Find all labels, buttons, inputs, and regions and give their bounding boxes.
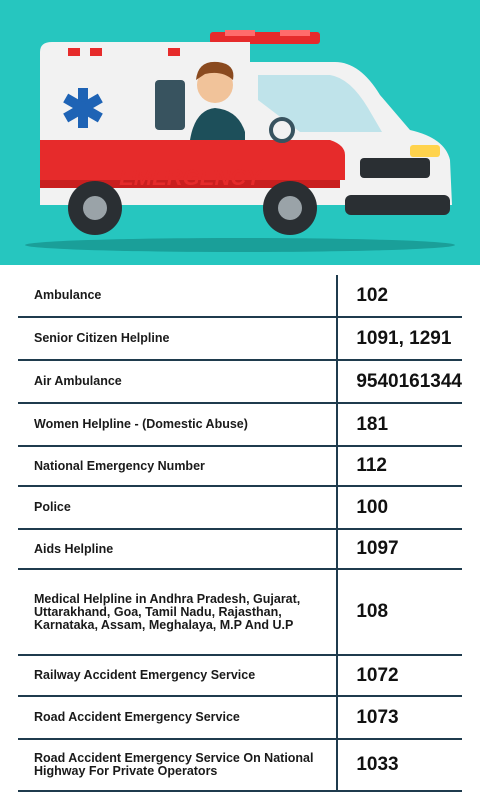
helpline-service: Ambulance: [18, 275, 337, 317]
helpline-table-container: [18, 275, 462, 795]
helpline-number: 181: [337, 403, 462, 446]
helpline-service: Women Helpline - (Domestic Abuse): [18, 403, 337, 446]
helpline-service: Road Accident Emergency Service: [18, 696, 337, 739]
helpline-service: Senior Citizen Helpline: [18, 317, 337, 360]
helpline-service: Police: [18, 486, 337, 529]
helpline-service: Air Ambulance: [18, 360, 337, 403]
helpline-row: [18, 655, 462, 696]
helpline-table-body: [18, 275, 462, 791]
helpline-number: 9540161344: [337, 360, 462, 403]
helpline-number: 1033: [337, 739, 462, 791]
helpline-service: Railway Accident Emergency Service: [18, 655, 337, 696]
helpline-table: [18, 275, 462, 792]
helpline-number: 1097: [337, 529, 462, 569]
ambulance-illustration: [0, 0, 480, 265]
helpline-number: 100: [337, 486, 462, 529]
helpline-row: [18, 739, 462, 791]
helpline-number: 102: [337, 275, 462, 317]
helpline-number: 1072: [337, 655, 462, 696]
helpline-number: 108: [337, 569, 462, 655]
helpline-number: 112: [337, 446, 462, 486]
helpline-row: [18, 275, 462, 317]
helpline-row: [18, 446, 462, 486]
helpline-row: [18, 403, 462, 446]
helpline-row: [18, 569, 462, 655]
helpline-service: Medical Helpline in Andhra Pradesh, Gujarat, Uttarakhand, Goa, Tamil Nadu, Rajasthan, Karnataka, Assam, Meghalaya, M.P And U.P: [18, 569, 337, 655]
helpline-service: Aids Helpline: [18, 529, 337, 569]
helpline-row: [18, 486, 462, 529]
ambulance-graphic: [0, 0, 480, 265]
helpline-service: Road Accident Emergency Service On National Highway For Private Operators: [18, 739, 337, 791]
helpline-number: 1073: [337, 696, 462, 739]
helpline-service: National Emergency Number: [18, 446, 337, 486]
helpline-row: [18, 360, 462, 403]
helpline-number: 1091, 1291: [337, 317, 462, 360]
helpline-row: [18, 696, 462, 739]
vehicle-label: EMERGENCY: [119, 165, 261, 190]
helpline-row: [18, 529, 462, 569]
helpline-row: [18, 317, 462, 360]
